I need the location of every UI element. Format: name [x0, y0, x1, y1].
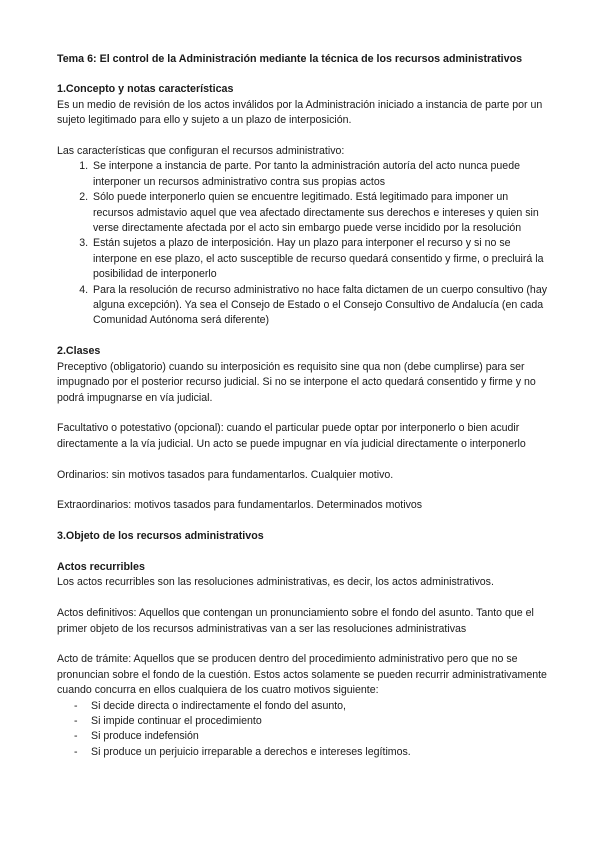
spacer — [57, 329, 550, 344]
actos-definitivos-paragraph: Actos definitivos: Aquellos que contengan un pronunciamiento sobre el fondo del asunto. Tanto que el primer objeto de los recursos administrativas van a ser las resoluciones administrativas — [57, 607, 534, 635]
dash-bullet: - — [74, 714, 78, 727]
list-item: 4. Para la resolución de recurso administrativo no hace falta dictamen de un cuerpo consultivo (hay alguna excepción). Ya sea el Consejo de Estado o el Consejo Consultivo de Andalucía (en cada Comunidad Autónoma será diferente) — [91, 283, 550, 329]
list-item-text: Si impide continuar el procedimiento — [91, 714, 262, 727]
spacer — [57, 591, 550, 606]
dash-bullet: - — [74, 730, 78, 743]
list-item — [57, 729, 550, 744]
spacer — [57, 514, 550, 529]
spacer — [57, 406, 550, 421]
list-item: 2. Sólo puede interponerlo quien se encuentre legitimado. Está legitimado para imponer un recursos admistavio aquel que vea afectado directamente sus derechos e intereses y quien sin verse directamente afectada por el acto sin embargo puede verse incidido por la resolución — [91, 190, 550, 236]
list-item-text: Si produce indefensión — [91, 730, 199, 743]
spacer — [57, 452, 550, 467]
section-1-intro: Es un medio de revisión de los actos inválidos por la Administración iniciado a instancia de parte por un sujeto legitimado para ello y sujeto a un plazo de interposición. — [57, 98, 543, 127]
spacer — [57, 483, 550, 498]
list-item-text: Si produce un perjuicio irreparable a derechos e intereses legítimos. — [91, 745, 411, 758]
facultativo-paragraph: Facultativo o potestativo (opcional): cuando el particular puede optar por interponerlo o bien acudir directamente a la vía judicial. Un acto se puede impugnar en vía judicial directamente o interponerlo — [57, 422, 526, 450]
spacer — [57, 637, 550, 652]
actos-recurribles-paragraph: Los actos recurribles son las resoluciones administrativas, es decir, los actos administrativos. — [57, 576, 494, 589]
motivos-list — [57, 699, 550, 761]
acto-de-tramite-paragraph: Acto de trámite: Aquellos que se producen dentro del procedimiento administrativo pero que no se pronuncian sobre el fondo de la cuestión. Estos actos solamente se pueden recurrir administrativamente cuando concurra en ellos cualquiera de los cuatro motivos siguiente: — [57, 653, 547, 697]
document-title: Tema 6: El control de la Administración mediante la técnica de los recursos administrativos — [57, 53, 523, 65]
section-1-heading: 1.Concepto y notas características — [57, 83, 234, 96]
preceptivo-paragraph: Preceptivo (obligatorio) cuando su interposición es requisito sine qua non (debe cumplirse) para ser impugnado por el posterior recurso judicial. Si no se interpone el acto quedará consentido y firme y no podrá impugnarse en vía judicial. — [57, 360, 536, 404]
list-item: 3. Están sujetos a plazo de interposición. Hay un plazo para interponer el recurso y si no se interpone en ese plazo, el acto susceptible de recurso quedará consentido y firme, o precluirá la posibilidad de interponerlo — [91, 236, 550, 282]
actos-recurribles-subheading: Actos recurribles — [57, 560, 145, 573]
ordinarios-paragraph: Ordinarios: sin motivos tasados para fundamentarlos. Cualquier motivo. — [57, 468, 394, 481]
section-2-heading: 2.Clases — [57, 345, 101, 358]
list-item — [57, 745, 550, 760]
section-1-list-lead: Las características que configuran el recursos administrativo: — [57, 145, 345, 158]
spacer — [57, 545, 550, 560]
section-3-heading: 3.Objeto de los recursos administrativos — [57, 530, 264, 543]
list-item-text: Si decide directa o indirectamente el fondo del asunto, — [91, 699, 347, 712]
list-item — [57, 714, 550, 729]
spacer — [57, 129, 550, 144]
characteristics-list — [57, 159, 550, 328]
dash-bullet: - — [74, 745, 78, 758]
list-item — [57, 699, 550, 714]
extraordinarios-paragraph: Extraordinarios: motivos tasados para fundamentarlos. Determinados motivos — [57, 499, 423, 512]
dash-bullet: - — [74, 699, 78, 712]
list-item: 1. Se interpone a instancia de parte. Por tanto la administración autoría del acto nunca puede interponer un recursos administrativo contra sus propias actos — [91, 159, 550, 190]
